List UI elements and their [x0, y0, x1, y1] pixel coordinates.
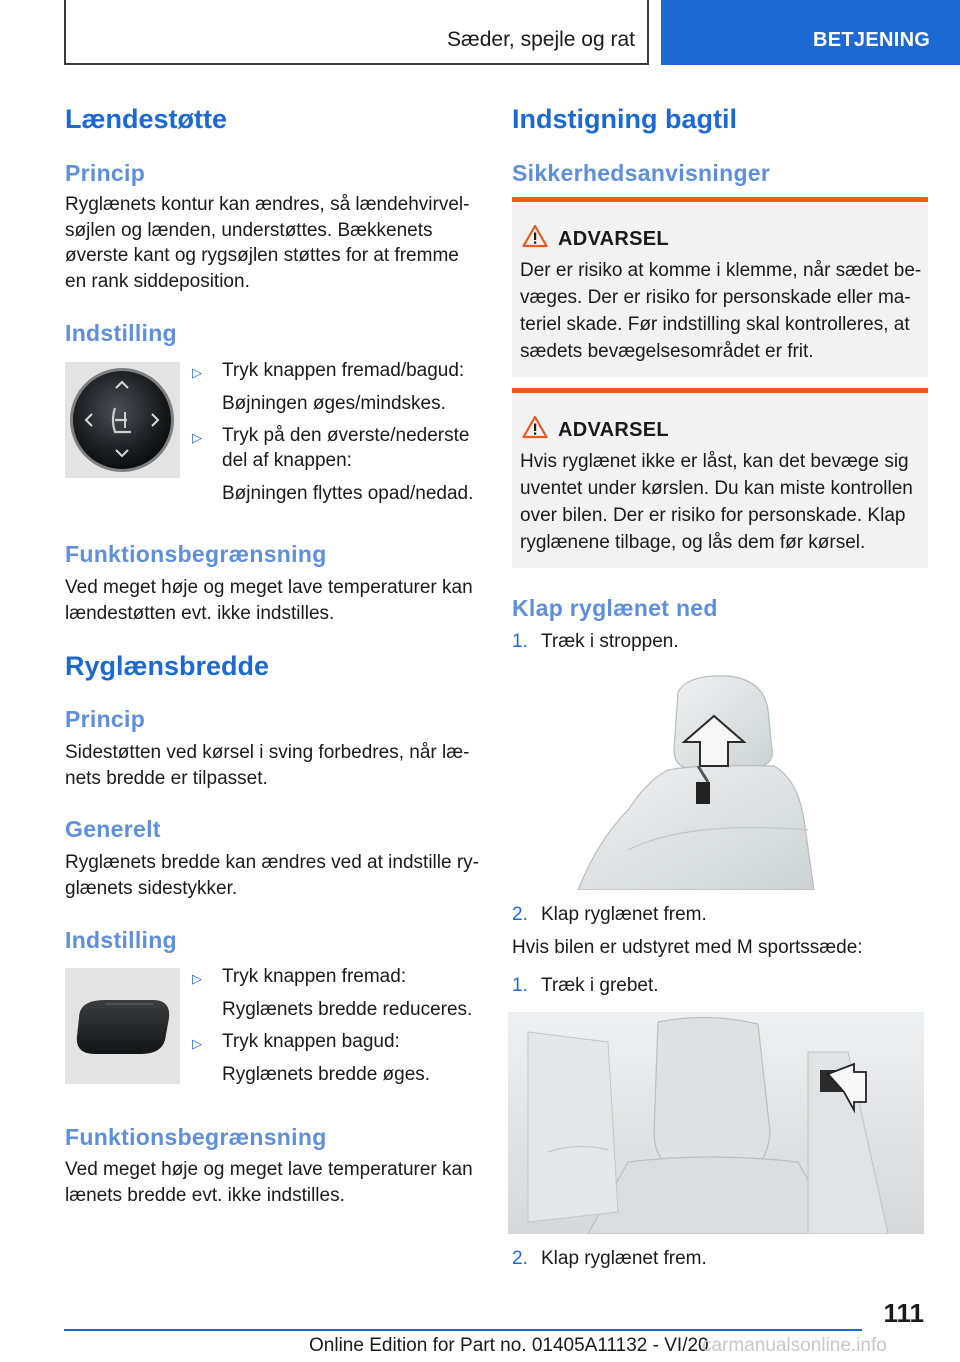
- footer-watermark: carmanualsonline.info: [702, 1335, 887, 1356]
- text-line: Ryglænets bredde kan ændres ved at indstille ry-: [65, 852, 479, 873]
- step-number: 1.: [512, 631, 528, 652]
- bullet-result: Ryglænets bredde øges.: [222, 1064, 431, 1085]
- bullet-triangle-icon: ▷: [192, 365, 202, 380]
- header-frame: [64, 0, 649, 65]
- text-line: nets bredde er tilpasset.: [65, 767, 268, 789]
- bullet-text: del af knappen:: [222, 450, 352, 471]
- warning-triangle-icon: [522, 224, 548, 248]
- bullet-result: Ryglænets bredde reduceres.: [222, 999, 473, 1020]
- princip-1-text: [65, 192, 469, 294]
- step-number: 2.: [512, 1248, 528, 1269]
- warning-label: ADVARSEL: [558, 228, 669, 250]
- width-button-image: [65, 968, 180, 1084]
- text-line: glænets sidestykker.: [65, 877, 238, 899]
- text-line: uventet under kørslen. Du kan miste kontrollen: [520, 478, 913, 499]
- bullet-result: Bøjningen flyttes opad/nedad.: [222, 483, 474, 504]
- heading-ryglaensbredde: Ryglænsbredde: [65, 651, 270, 681]
- chapter-title: Sæder, spejle og rat: [447, 28, 635, 51]
- heading-princip-1: Princip: [65, 160, 146, 186]
- text-line: Hvis ryglænet ikke er låst, kan det bevæge sig: [520, 451, 909, 472]
- warning-box-2: [512, 388, 928, 568]
- text-line: over bilen. Der er risiko for personskade. Klap: [520, 505, 906, 526]
- step-number: 2.: [512, 904, 528, 925]
- heading-generelt: Generelt: [65, 816, 161, 842]
- text-line: Ved meget høje og meget lave temperaturer kan: [65, 1159, 473, 1180]
- heading-laendestotte: Lændestøtte: [65, 104, 227, 134]
- lumbar-knob-image: [65, 362, 180, 478]
- section-tab-label: BETJENING: [813, 29, 931, 51]
- text-line: Der er risiko at komme i klemme, når sædet be-: [520, 260, 922, 281]
- text-line: Sidestøtten ved kørsel i sving forbedres, når læ-: [65, 742, 470, 763]
- princip-2-text: [65, 740, 469, 791]
- text-line: Ryglænets kontur kan ændres, så lændehvirvel-: [65, 194, 470, 215]
- heading-indstilling-2: Indstilling: [65, 927, 177, 953]
- warning-box-1: [512, 197, 928, 377]
- msport-note: Hvis bilen er udstyret med M sportssæde:: [512, 937, 863, 958]
- heading-indstilling-1: Indstilling: [65, 320, 177, 346]
- warning-2-text: [520, 448, 913, 556]
- text-line: lændestøtten evt. ikke indstilles.: [65, 602, 335, 624]
- text-line: søjlen og lænden, understøttes. Bækkenets: [65, 219, 433, 241]
- bullet-text: Tryk knappen fremad:: [222, 966, 407, 987]
- heading-sikkerhedsanvisninger: Sikkerhedsanvisninger: [512, 160, 771, 186]
- text-line: lænets bredde evt. ikke indstilles.: [65, 1184, 345, 1206]
- text-line: en rank siddeposition.: [65, 270, 250, 292]
- step-text: Klap ryglænet frem.: [541, 904, 707, 925]
- bullet-triangle-icon: ▷: [192, 971, 202, 986]
- rear-seat-strap-image: [568, 670, 826, 890]
- warning-label: ADVARSEL: [558, 419, 669, 441]
- text-line: væges. Der er risiko for personskade eller ma-: [520, 287, 911, 308]
- generelt-text: [65, 850, 479, 901]
- bullet-result: Bøjningen øges/mindskes.: [222, 393, 446, 414]
- footer-edition: Online Edition for Part no. 01405A11132 - VI/20: [309, 1335, 709, 1356]
- heading-funktionsbegraensning-1: Funktionsbegrænsning: [65, 541, 327, 567]
- funk-2-text: [65, 1157, 473, 1208]
- footer-rule: [64, 1329, 862, 1331]
- step-text: Træk i grebet.: [541, 975, 659, 996]
- page-number: 111: [883, 1298, 924, 1328]
- text-line: sædets bevægelsesområdet er frit.: [520, 341, 814, 362]
- warning-triangle-icon: [522, 415, 548, 439]
- bullet-text: Tryk knappen fremad/bagud:: [222, 360, 465, 381]
- m-sport-seat-image: [508, 1012, 924, 1234]
- heading-klap-ryglaenet-ned: Klap ryglænet ned: [512, 595, 718, 621]
- text-line: teriel skade. Før indstilling skal kontrolleres, at: [520, 314, 910, 335]
- bullet-text: Tryk knappen bagud:: [222, 1031, 400, 1052]
- funk-1-text: [65, 575, 473, 626]
- bullet-text: Tryk på den øverste/nederste: [222, 425, 470, 446]
- bullet-triangle-icon: ▷: [192, 430, 202, 445]
- heading-princip-2: Princip: [65, 706, 146, 732]
- heading-funktionsbegraensning-2: Funktionsbegrænsning: [65, 1124, 327, 1150]
- bullet-triangle-icon: ▷: [192, 1036, 202, 1051]
- text-line: øverste kant og rygsøjlen støttes for at fremme: [65, 245, 459, 266]
- heading-indstigning-bagtil: Indstigning bagtil: [512, 104, 737, 134]
- step-text: Klap ryglænet frem.: [541, 1248, 707, 1269]
- text-line: ryglænene tilbage, og lås dem før kørsel.: [520, 532, 866, 553]
- section-tab: [661, 0, 960, 65]
- step-number: 1.: [512, 975, 528, 996]
- text-line: Ved meget høje og meget lave temperaturer kan: [65, 577, 473, 598]
- warning-1-text: [520, 257, 921, 365]
- step-text: Træk i stroppen.: [541, 631, 679, 652]
